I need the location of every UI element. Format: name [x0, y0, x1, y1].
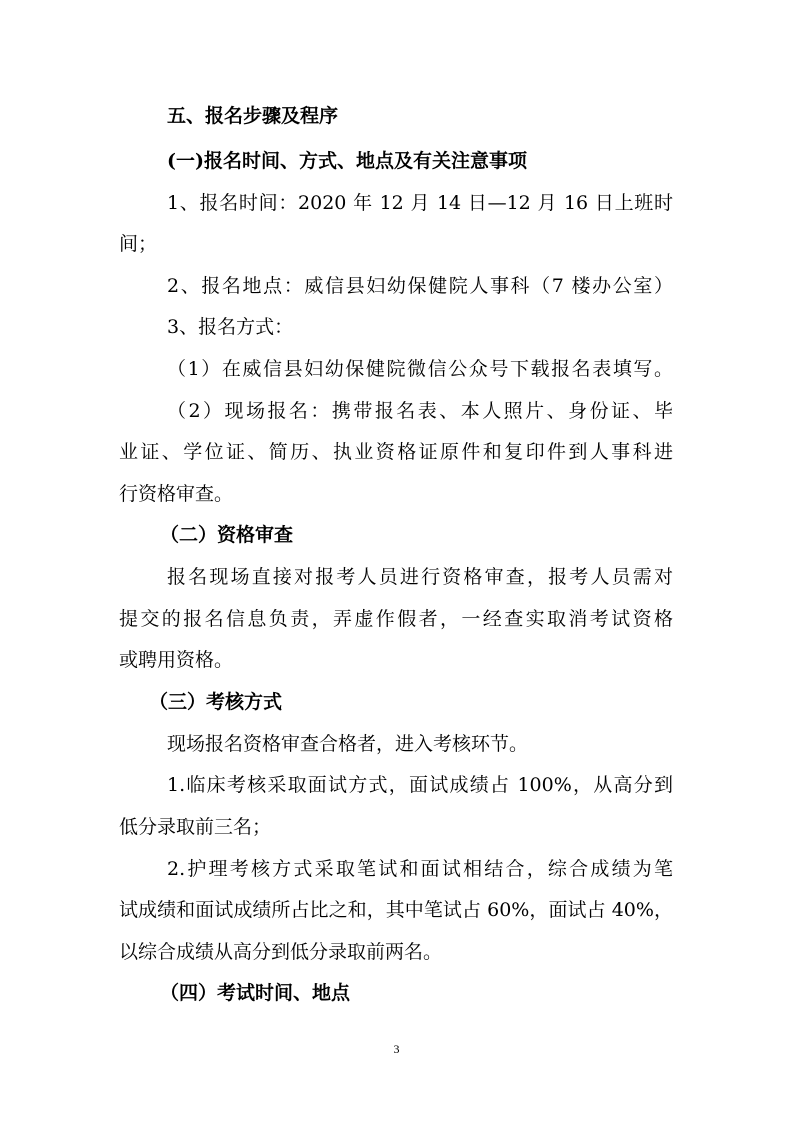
page-number: 3 — [393, 1042, 400, 1056]
rule-2-line-1: 2.护理考核方式采取笔试和面试相结合，综合成绩为笔 — [167, 858, 673, 880]
method-2-line-2: 业证、学位证、简历、执业资格证原件和复印件到人事科进 — [119, 441, 673, 463]
section-heading: 五、报名步骤及程序 — [167, 105, 339, 127]
method-2-line-1: （2）现场报名：携带报名表、本人照片、身份证、毕 — [167, 400, 673, 422]
rule-1-line-2: 低分录取前三名； — [119, 816, 272, 838]
item-2: 2、报名地点：威信县妇幼保健院人事科（7 楼办公室） — [167, 275, 673, 297]
subsection-1-heading: (一)报名时间、方式、地点及有关注意事项 — [167, 150, 527, 172]
subsection-4-heading: （四）考试时间、地点 — [160, 982, 351, 1004]
assessment-intro: 现场报名资格审查合格者，进入考核环节。 — [167, 733, 529, 755]
rule-2-line-2: 试成绩和面试成绩所占比之和，其中笔试占 60%，面试占 40%， — [119, 899, 673, 921]
subsection-3-heading: （三）考核方式 — [149, 691, 283, 713]
rule-1-line-1: 1.临床考核采取面试方式，面试成绩占 100%，从高分到 — [167, 774, 673, 796]
review-line-2: 提交的报名信息负责，弄虚作假者，一经查实取消考试资格 — [119, 608, 673, 630]
rule-2-line-3: 以综合成绩从高分到低分录取前两名。 — [119, 941, 443, 963]
method-1: （1）在威信县妇幼保健院微信公众号下载报名表填写。 — [167, 358, 673, 380]
review-line-1: 报名现场直接对报考人员进行资格审查，报考人员需对 — [167, 566, 673, 588]
subsection-2-heading: （二）资格审查 — [160, 524, 294, 546]
item-1-line-2: 间； — [119, 233, 158, 255]
method-2-line-3: 行资格审查。 — [119, 483, 234, 505]
review-line-3: 或聘用资格。 — [119, 649, 234, 671]
item-3: 3、报名方式： — [167, 316, 294, 338]
item-1-line-1: 1、报名时间：2020 年 12 月 14 日—12 月 16 日上班时 — [167, 192, 673, 214]
